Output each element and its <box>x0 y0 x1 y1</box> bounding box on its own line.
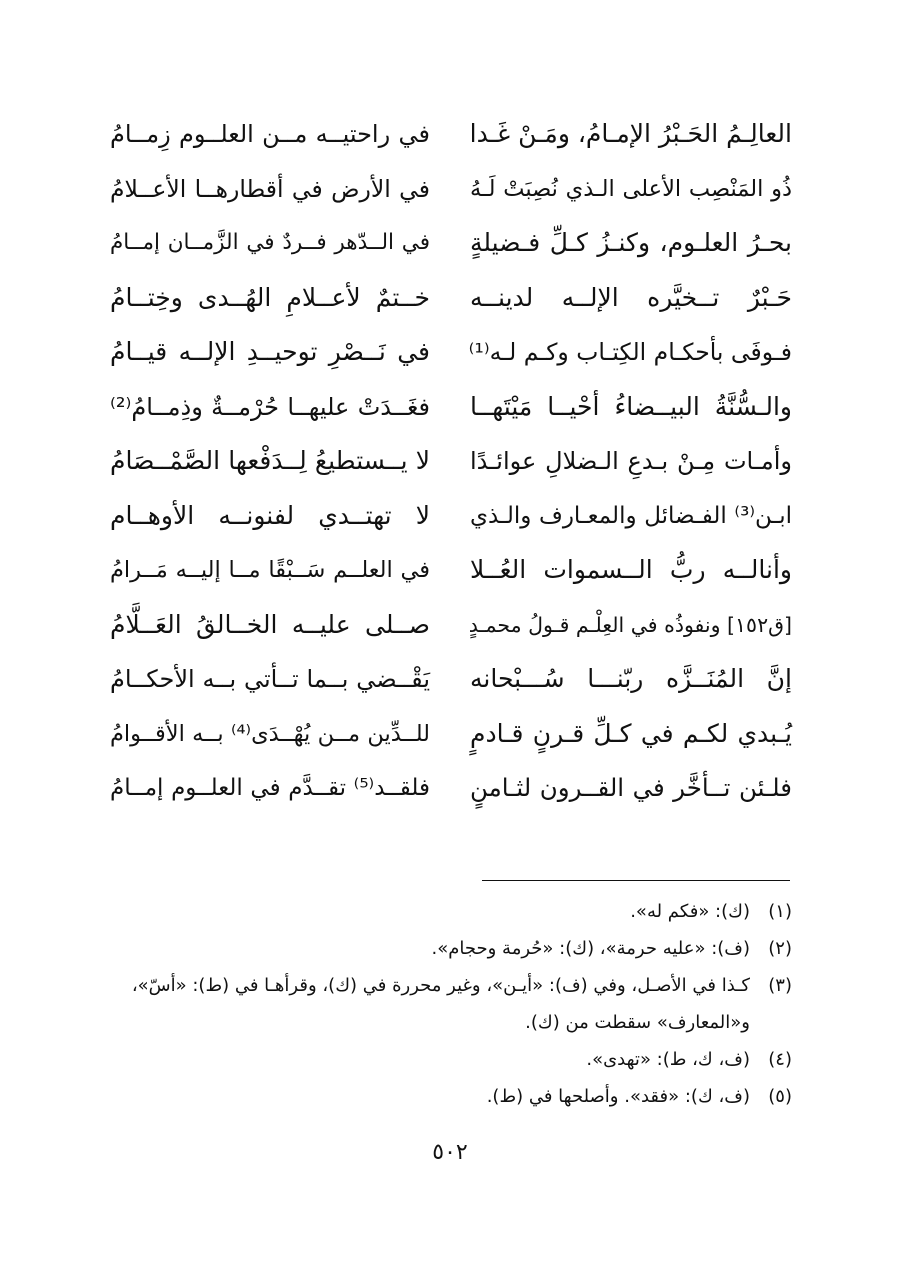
verse-second-hemistich: فلقــد⁽⁵⁾ تقــدَّم في العلــوم إمــامُ <box>110 775 430 801</box>
footnote <box>102 893 792 930</box>
verse-line <box>102 326 792 378</box>
verse-line <box>102 762 792 814</box>
footnote-number: (١) <box>768 901 792 922</box>
verse-first-hemistich: حَـبْرٌ تــخيَّره الإلــه لدينــه <box>470 282 792 312</box>
verse-line <box>102 435 792 487</box>
footnote-text: (ف، ك): «فقد». وأصلحها في (ط). <box>486 1086 750 1107</box>
verse-second-hemistich: في نَــصْرِ توحيــدِ الإلــه قيــامُ <box>110 337 430 366</box>
verse-first-hemistich: العالِـمُ الحَـبْرُ الإمـامُ، ومَـنْ غَـدا <box>469 119 792 148</box>
verse-line <box>102 217 792 269</box>
verse-first-hemistich: وأمـات مِـنْ بـدعِ الـضلالِ عوائـدًا <box>470 447 792 475</box>
footnote-number: (٥) <box>768 1086 792 1107</box>
footnotes <box>102 893 792 1115</box>
verse-first-hemistich: [ق١٥٢] ونفوذُه في العِلْـم قـولُ محمـدٍ <box>468 612 792 637</box>
verse-line <box>102 490 792 542</box>
footnote <box>102 1078 792 1115</box>
footnote-text: (ف): «عليه حرمة»، (ك): «حُرمة وحجام». <box>431 938 750 959</box>
footnote <box>102 1041 792 1078</box>
footnote <box>102 967 792 1041</box>
verse-second-hemistich: في العلــم سَــبْقًا مــا إليــه مَــرامُ <box>110 557 430 583</box>
verse-first-hemistich: ذُو المَنْصِب الأعلى الـذي نُصِبَتْ لَـهُ <box>470 175 792 202</box>
footnote-text: (ك): «فكم له». <box>630 901 750 922</box>
verse-line <box>102 599 792 651</box>
verse-first-hemistich: ابـن⁽³⁾ الفـضائل والمعـارف والـذي <box>470 502 792 529</box>
footnote-number: (٣) <box>768 975 792 996</box>
verse-line <box>102 544 792 596</box>
verse-first-hemistich: وأنالــه ربُّ الــسموات العُــلا <box>470 555 792 584</box>
verse-second-hemistich: لا يــستطيعُ لِــدَفْعها الصَّمْــصَامُ <box>110 446 430 475</box>
poem-verses <box>102 108 792 848</box>
footnote-separator <box>482 880 790 881</box>
verse-first-hemistich: بحـرُ العلـوم، وكنـزُ كـلِّ فـضيلةٍ <box>470 228 792 257</box>
verse-second-hemistich: للــدِّين مــن يُهْــدَى⁽⁴⁾ بــه الأقــوامُ <box>110 720 431 747</box>
verse-second-hemistich: صــلى عليــه الخــالقُ العَــلَّامُ <box>110 609 430 639</box>
footnote-text: (ف، ك، ط): «تهدى». <box>586 1049 750 1070</box>
page-number: ٥٠٢ <box>432 1140 468 1165</box>
footnote-text-continued: و«المعارف» سقطت من (ك). <box>525 1012 750 1033</box>
verse-line <box>102 163 792 215</box>
verse-second-hemistich: لا تهتــدي لفنونــه الأوهــام <box>110 500 430 530</box>
footnote <box>102 930 792 967</box>
verse-first-hemistich: فلـئن تــأخَّر في القــرون لثـامنٍ <box>470 773 792 802</box>
verse-line <box>102 381 792 433</box>
footnote-number: (٤) <box>768 1049 792 1070</box>
verse-line <box>102 108 792 160</box>
footnote-text: كـذا في الأصـل، وفي (ف): «أيـن»، وغير محررة في (ك)، وقرأهـا في (ط): «أسّ»، <box>131 975 750 996</box>
verse-second-hemistich: فغَــدَتْ عليهــا حُرْمــةٌ وذِمــامُ⁽²⁾ <box>110 392 430 421</box>
verse-line <box>102 708 792 760</box>
verse-first-hemistich: فـوفَى بأحكـام الكِتـاب وكـم لـه⁽¹⁾ <box>468 338 792 366</box>
verse-first-hemistich: إنَّ المُنَــزَّه ربّنـــا سُـــبْحانه <box>470 664 792 693</box>
verse-second-hemistich: يَقْــضي بــما تــأتي بــه الأحكــامُ <box>110 665 430 693</box>
verse-first-hemistich: يُـبدي لكـم في كـلِّ قـرنٍ قـادمٍ <box>470 718 792 748</box>
verse-line <box>102 272 792 324</box>
verse-second-hemistich: خــتمٌ لأعــلامِ الهُــدى وخِتــامُ <box>110 282 430 312</box>
verse-first-hemistich: والـسُّنَّةُ البيــضاءُ أحْيــا مَيْتَهــا <box>470 391 792 421</box>
verse-second-hemistich: في راحتيــه مــن العلــوم زِمــامُ <box>110 120 430 148</box>
verse-second-hemistich: في الأرض في أقطارهــا الأعــلامُ <box>110 174 430 203</box>
verse-second-hemistich: في الــدّهر فــردٌ في الزَّمــان إمــامُ <box>110 230 430 255</box>
verse-line <box>102 653 792 705</box>
footnote-number: (٢) <box>768 938 792 959</box>
